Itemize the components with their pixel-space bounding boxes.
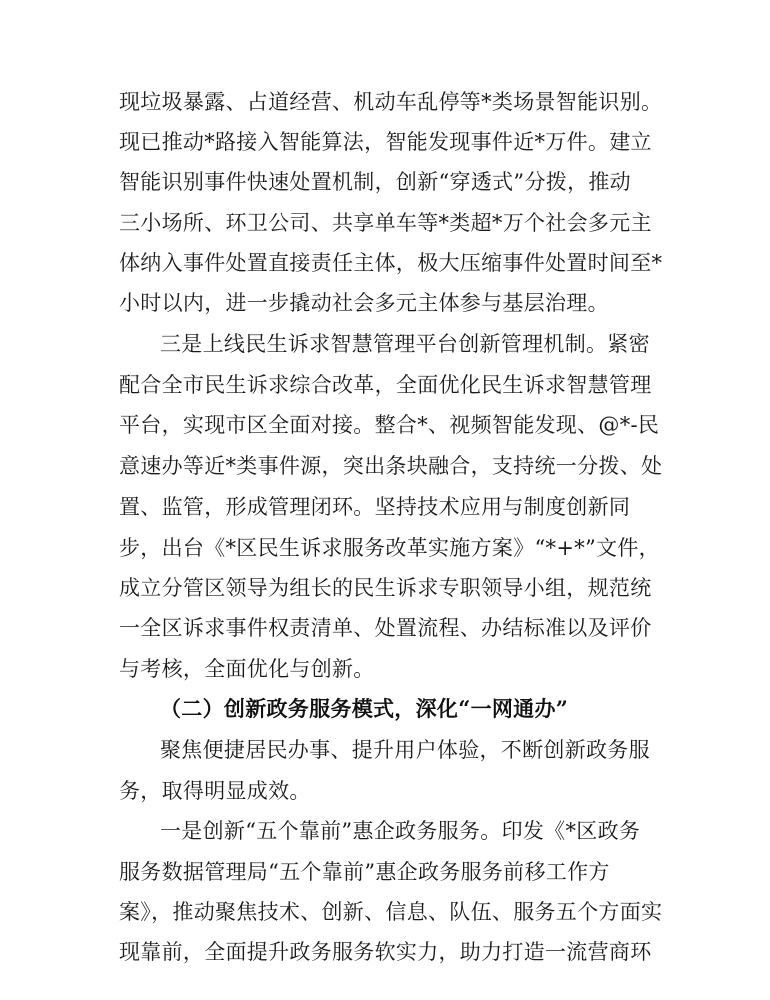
paragraph-line: 务，取得明显成效。 (119, 779, 311, 803)
paragraph-line: 体纳入事件处置直接责任主体，极大压缩事件处置时间至* (119, 251, 663, 275)
paragraph-line: 平台，实现市区全面对接。整合*、视频智能发现、@*-民 (119, 413, 660, 437)
paragraph-line: 聚焦便捷居民办事、提升用户体验，不断创新政务服 (160, 738, 650, 762)
paragraph-line: 服务数据管理局“五个靠前”惠企政务服务前移工作方 (119, 860, 610, 884)
paragraph-line: 置、监管，形成管理闭环。坚持技术应用与制度创新同 (119, 495, 631, 519)
paragraph-line: 步，出台《*区民生诉求服务改革实施方案》“*+*”文件， (119, 536, 660, 560)
paragraph-line: 一是创新“五个靠前”惠企政务服务。印发《*区政务 (160, 819, 641, 843)
paragraph-line: 案》，推动聚焦技术、创新、信息、队伍、服务五个方面实 (119, 900, 663, 924)
paragraph-line: 三是上线民生诉求智慧管理平台创新管理机制。紧密 (160, 332, 650, 356)
section-heading: （二）创新政务服务模式，深化“一网通办” (160, 696, 569, 721)
paragraph-line: 现已推动*路接入智能算法，智能发现事件近*万件。建立 (119, 130, 652, 154)
paragraph-line: 现靠前，全面提升政务服务软实力，助力打造一流营商环 (119, 940, 652, 964)
paragraph-line: 现垃圾暴露、占道经营、机动车乱停等*类场景智能识别。 (119, 90, 663, 114)
paragraph-line: 智能识别事件快速处置机制，创新“穿透式”分拨，推动 (119, 170, 631, 194)
paragraph-line: 一全区诉求事件权责清单、处置流程、办结标准以及评价 (119, 616, 652, 640)
paragraph-line: 成立分管区领导为组长的民生诉求专职领导小组，规范统 (119, 576, 652, 600)
paragraph-line: 配合全市民生诉求综合改革，全面优化民生诉求智慧管理 (119, 373, 652, 397)
paragraph-line: 意速办等近*类事件源，突出条块融合，支持统一分拨、处 (119, 454, 663, 478)
paragraph-line: 与考核，全面优化与创新。 (119, 657, 375, 681)
paragraph-line: 小时以内，进一步撬动社会多元主体参与基层治理。 (119, 291, 609, 315)
paragraph-line: 三小场所、环卫公司、共享单车等*类超*万个社会多元主 (119, 211, 652, 235)
